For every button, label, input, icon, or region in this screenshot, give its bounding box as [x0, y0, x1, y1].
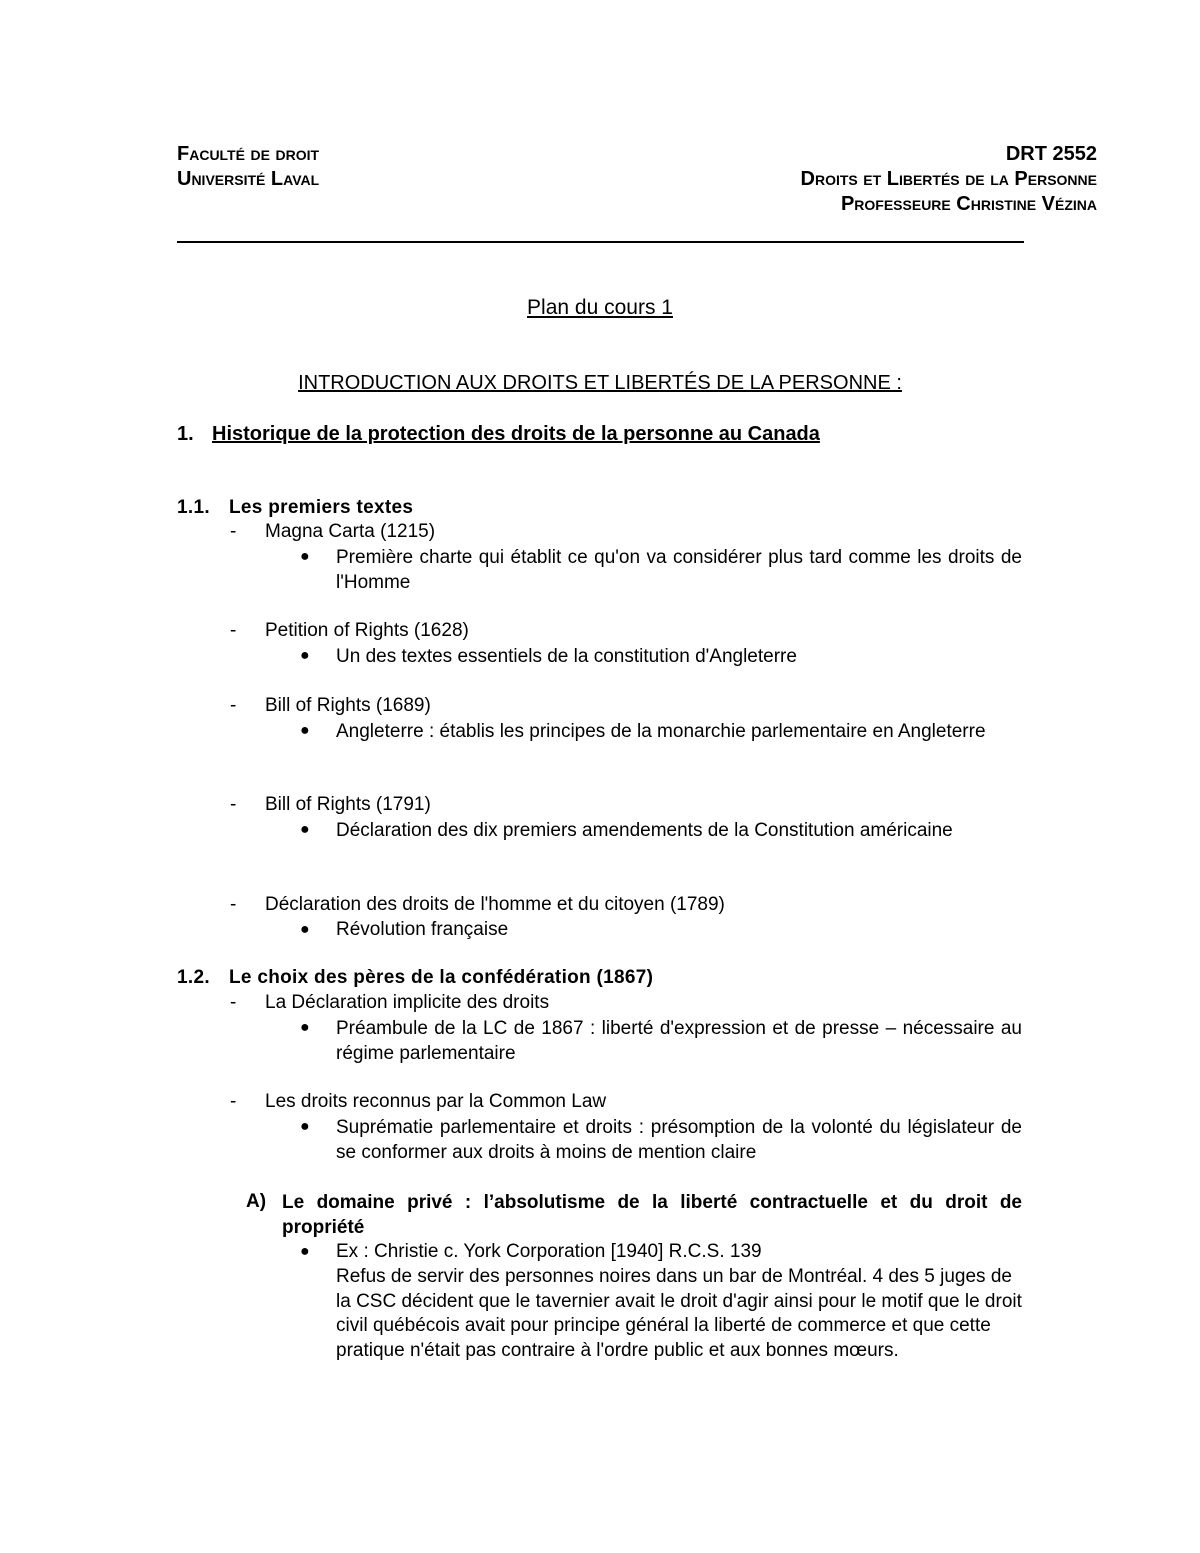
university-label: Université Laval: [177, 168, 320, 190]
header-divider: [177, 241, 1024, 243]
example-text: Refus de servir des personnes noires dans un bar de Montréal. 4 des 5 juges de la CSC décident que le tavernier avait le droit d'agir ainsi pour le motif que le droit civil québécois avait pour principe général la liberté de commerce et que cette pratique n'était pas contraire à l'ordre public et aux bonnes mœurs.: [336, 1266, 1022, 1361]
section-1-2-number: 1.2.: [177, 967, 210, 988]
course-name: Droits et Libertés de la Personne: [800, 168, 1097, 190]
bullet-text: Angleterre : établis les principes de la monarchie parlementaire en Angleterre: [336, 721, 986, 742]
dash-marker: -: [230, 1091, 237, 1112]
dash-marker: -: [230, 620, 237, 641]
section-1-title: Historique de la protection des droits de la personne au Canada: [212, 423, 820, 445]
section-a-title: Le domaine privé : l’absolutisme de la liberté contractuelle et du droit de propriété: [282, 1192, 1022, 1238]
list-item: Bill of Rights (1689): [265, 695, 431, 716]
section-1-number: 1.: [177, 423, 194, 445]
bullet-text: Un des textes essentiels de la constitution d'Angleterre: [336, 646, 797, 667]
bullet-text: Préambule de la LC de 1867 : liberté d'expression et de presse – nécessaire au régime parlementaire: [336, 1018, 1022, 1064]
section-1-1-title: Les premiers textes: [229, 497, 414, 518]
dash-marker: -: [230, 794, 237, 815]
bullet-icon: ●: [300, 1118, 310, 1135]
bullet-text: Première charte qui établit ce qu'on va considérer plus tard comme les droits de l'Homme: [336, 547, 1022, 593]
bullet-icon: ●: [300, 821, 310, 838]
bullet-icon: ●: [300, 921, 310, 938]
list-item: Déclaration des droits de l'homme et du citoyen (1789): [265, 894, 725, 915]
dash-marker: -: [230, 894, 237, 915]
bullet-icon: ●: [300, 722, 310, 739]
list-item: Bill of Rights (1791): [265, 794, 431, 815]
list-item: Magna Carta (1215): [265, 521, 436, 542]
bullet-icon: ●: [300, 647, 310, 664]
course-code: DRT 2552: [1005, 143, 1097, 165]
section-1-2-title: Le choix des pères de la confédération (1867): [229, 967, 654, 988]
list-item: La Déclaration implicite des droits: [265, 992, 550, 1013]
bullet-text: Révolution française: [336, 919, 509, 940]
page-subtitle: INTRODUCTION AUX DROITS ET LIBERTÉS DE LA PERSONNE :: [298, 372, 902, 394]
example-title: Ex : Christie c. York Corporation [1940] R.C.S. 139: [336, 1241, 762, 1262]
list-item: Petition of Rights (1628): [265, 620, 469, 641]
faculty-label: Faculté de droit: [177, 143, 320, 165]
list-item: Les droits reconnus par la Common Law: [265, 1091, 607, 1112]
bullet-text: Déclaration des dix premiers amendements de la Constitution américaine: [336, 820, 953, 841]
section-1-1-number: 1.1.: [177, 497, 210, 518]
dash-marker: -: [230, 695, 237, 716]
dash-marker: -: [230, 992, 237, 1013]
bullet-icon: ●: [300, 1243, 310, 1260]
section-a-marker: A): [246, 1191, 267, 1212]
dash-marker: -: [230, 521, 237, 542]
bullet-text: Suprématie parlementaire et droits : présomption de la volonté du législateur de se conformer aux droits à moins de mention claire: [336, 1117, 1022, 1163]
page-title: Plan du cours 1: [527, 296, 673, 319]
professor-name: Professeure Christine Vézina: [840, 193, 1097, 215]
bullet-icon: ●: [300, 548, 310, 565]
bullet-icon: ●: [300, 1019, 310, 1036]
